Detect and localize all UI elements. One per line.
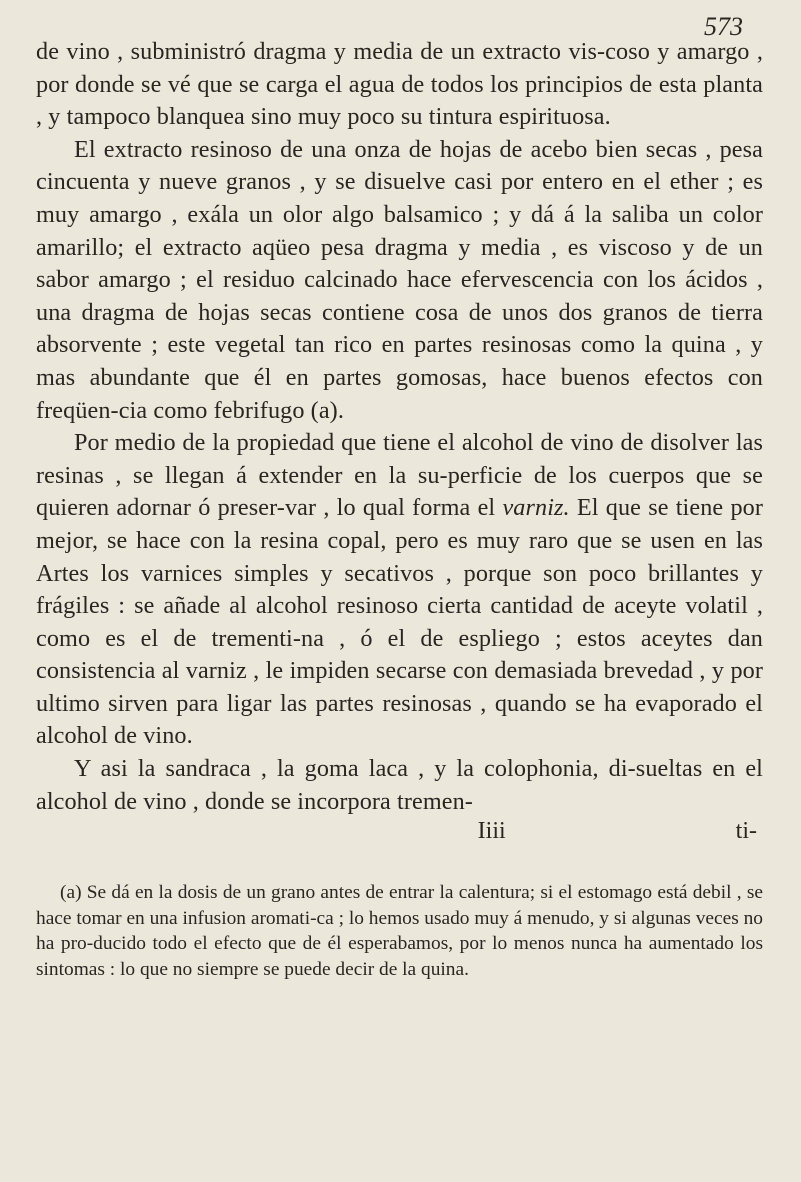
signature-mark: Iiii: [477, 818, 506, 845]
paragraph-3-start: Por medio de la propiedad que tiene el alcohol de vino de disolver las resinas , se llegan á extender en la su-perficie de los cuerpos que se quieren adornar ó preser-var , lo qual forma el: [36, 429, 763, 522]
paragraph-4: Y asi la sandraca , la goma laca , y la colophonia, di-sueltas en el alcohol de vino , donde se incorpora tremen-: [36, 755, 763, 815]
varniz-term: varniz.: [502, 494, 570, 522]
catchword: ti-: [735, 818, 757, 845]
main-text: [36, 36, 763, 818]
paragraph-3-end: El que se tiene por mejor, se hace con la resina copal, pero es muy raro que se usen en las Artes los varnices simples y secativos , porque son poco brillantes y frágiles : se añade al alcohol resinoso cierta cantidad de aceyte volatil , como es el de trementi-na , ó el de espliego ; estos aceytes dan consistencia al varniz , le impiden secarse con demasiada brevedad , y por ultimo sirven para ligar las partes resinosas , quando se ha evaporado el alcohol de vino.: [36, 494, 763, 750]
signature-line: [36, 816, 763, 846]
footnote: [36, 880, 763, 982]
paragraph-1: de vino , subministró dragma y media de un extracto vis-coso y amargo , por donde se vé que se carga el agua de todos los principios de esta planta , y tampoco blanquea sino muy poco su tintura espirituosa.: [36, 38, 763, 131]
paragraph-3: [36, 427, 763, 753]
paragraph-2: El extracto resinoso de una onza de hojas de acebo bien secas , pesa cincuenta y nueve granos , y se disuelve casi por entero en el ether ; es muy amargo , exála un olor algo balsamico ; y dá á la saliba un color amarillo; el extracto aqüeo pesa dragma y media , es viscoso y de un sabor amargo ; el residuo calcinado hace efervescencia con los ácidos , una dragma de hojas secas contiene cosa de unos dos granos de tierra absorvente ; este vegetal tan rico en partes resinosas como la quina , y mas abundante que él en partes gomosas, hace buenos efectos con freqüen-cia como febrifugo (a).: [36, 135, 763, 424]
footnote-text: (a) Se dá en la dosis de un grano antes de entrar la calentura; si el estomago está debil , se hace tomar en una infusion aromati-ca ; lo hemos usado muy á menudo, y si algunas veces no ha pro-ducido todo el efecto que de él esperabamos, por lo menos nunca ha aumentado los sintomas : lo que no siempre se puede decir de la quina.: [36, 882, 763, 981]
page-number: 573: [704, 12, 743, 41]
